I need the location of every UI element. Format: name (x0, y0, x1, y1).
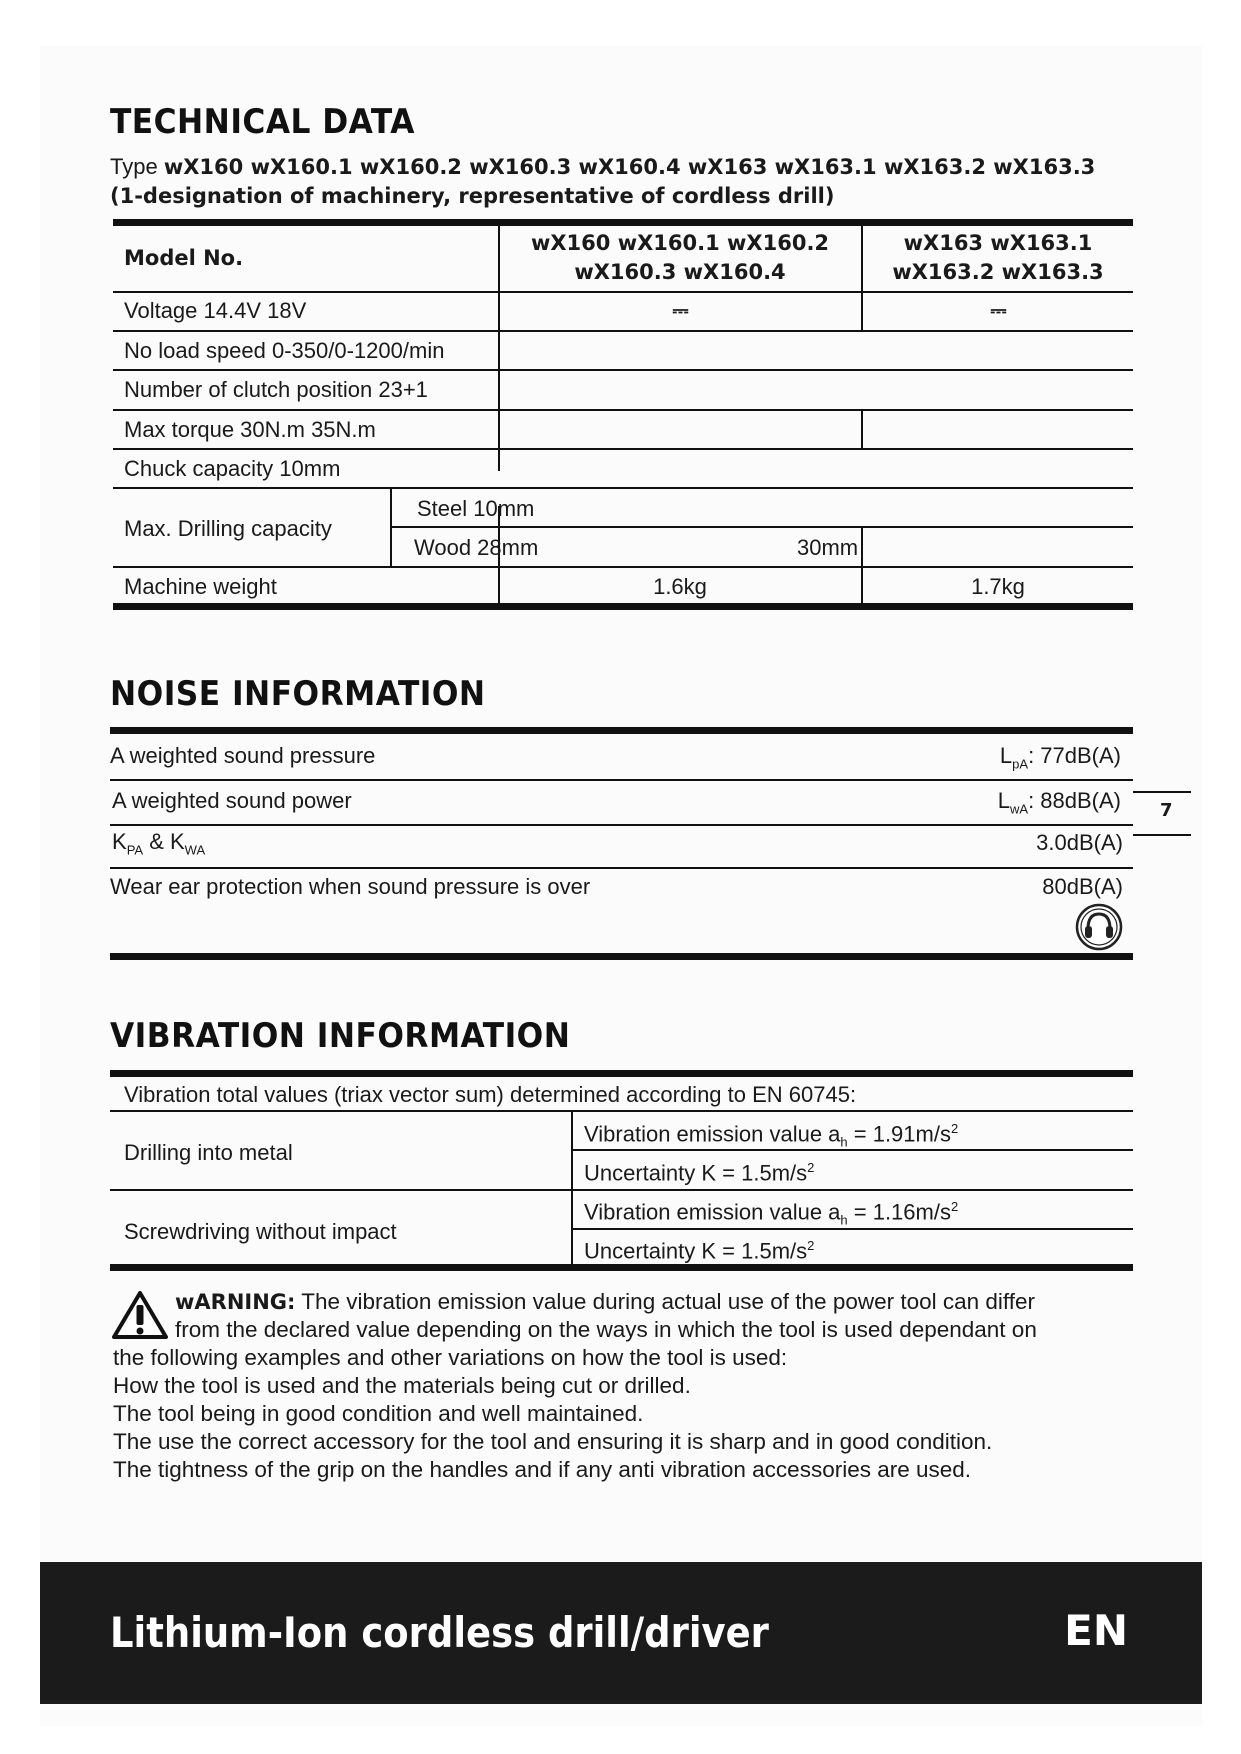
weight-value-1: 1.6kg (653, 574, 707, 599)
model-group-2-line1: wX163 wX163.1 (903, 231, 1093, 255)
chuck-capacity-label: Chuck capacity 10mm (124, 456, 341, 481)
screwdriving-label: Screwdriving without impact (124, 1219, 397, 1244)
uncertainty-k-value: 3.0dB(A) (1036, 830, 1123, 855)
no-load-speed-label: No load speed 0-350/0-1200/min (124, 338, 445, 363)
designation-text: (1-designation of machinery, representative of cordless drill) (110, 184, 835, 208)
page-tab-line-bottom (1133, 834, 1191, 836)
warning-line-6: The use the correct accessory for the tool and ensuring it is sharp and in good condition. (113, 1429, 993, 1454)
language-code: EN (1064, 1606, 1128, 1655)
clutch-position-label: Number of clutch position 23+1 (124, 377, 428, 402)
drilling-capacity-label: Max. Drilling capacity (124, 516, 332, 541)
dc-symbol-icon: ⎓ (990, 298, 1006, 322)
model-no-label: Model No. (124, 246, 244, 270)
sound-power-label: A weighted sound power (112, 788, 352, 813)
voltage-label: Voltage 14.4V 18V (124, 298, 307, 323)
warning-line-5: The tool being in good condition and well maintained. (113, 1401, 644, 1426)
steel-capacity: Steel 10mm (417, 496, 535, 521)
page-tab-line-top (1133, 791, 1191, 793)
warning-line-4: How the tool is used and the materials being cut or drilled. (113, 1373, 691, 1398)
drilling-emission-value: Vibration emission value $a_h = 1.91m/s^2$ (584, 1121, 959, 1150)
technical-data-heading: TECHNICAL DATA (110, 102, 415, 142)
warning-line-7: The tightness of the grip on the handles and if any anti vibration accessories are used. (113, 1457, 972, 1482)
type-models: wX160 wX160.1 wX160.2 wX160.3 wX160.4 wX163 wX163.1 wX163.2 wX163.3 (163, 155, 1096, 179)
weight-value-2: 1.7kg (971, 574, 1025, 599)
wood-capacity-2: 30mm (797, 535, 859, 560)
ear-protection-icon (1075, 903, 1123, 951)
model-group-1-line2: wX160.3 wX160.4 (574, 260, 786, 284)
page-number: 7 (1160, 800, 1173, 821)
vibration-information-heading: VIBRATION INFORMATION (110, 1016, 571, 1056)
noise-information-heading: NOISE INFORMATION (110, 674, 486, 714)
dc-symbol-icon: ⎓ (672, 298, 688, 322)
sound-pressure-label: A weighted sound pressure (110, 743, 376, 768)
footer-title: Lithium-Ion cordless drill/driver (110, 1608, 769, 1657)
sound-pressure-value: $L_{pA}$: 77dB(A) (999, 743, 1121, 772)
screwdriving-emission-value: Vibration emission value $a_h = 1.16m/s^2$ (584, 1199, 959, 1228)
ear-protection-label: Wear ear protection when sound pressure is over (110, 874, 591, 899)
warning-line-2: from the declared value depending on the ways in which the tool is used dependant on (175, 1317, 1037, 1342)
max-torque-label: Max torque 30N.m 35N.m (124, 417, 376, 442)
warning-triangle-icon (111, 1290, 169, 1340)
drilling-uncertainty: Uncertainty $K = 1.5m/s^2$ (584, 1160, 815, 1186)
wood-capacity: Wood 28mm (414, 535, 539, 560)
screwdriving-uncertainty: Uncertainty $K = 1.5m/s^2$ (584, 1238, 815, 1264)
drilling-metal-label: Drilling into metal (124, 1140, 293, 1165)
warning-line-1: wARNING: The vibration emission value during actual use of the power tool can differ (175, 1289, 1036, 1314)
vibration-intro: Vibration total values (triax vector sum) determined according to EN 60745: (124, 1082, 857, 1107)
type-line (110, 154, 1095, 180)
machine-weight-label: Machine weight (124, 574, 277, 599)
model-group-2-line2: wX163.2 wX163.3 (892, 260, 1104, 284)
model-group-1-line1: wX160 wX160.1 wX160.2 (530, 231, 830, 255)
warning-line-3: the following examples and other variations on how the tool is used: (113, 1345, 788, 1370)
ear-protection-value: 80dB(A) (1042, 874, 1123, 899)
footer-bar (40, 1562, 1202, 1704)
warning-label: wARNING: (175, 1290, 296, 1314)
type-prefix: Type (110, 154, 158, 179)
uncertainty-k-label: $K_{PA}$ & $K_{WA}$ (112, 829, 206, 858)
sound-power-value: $L_{wA}$: 88dB(A) (997, 788, 1121, 817)
